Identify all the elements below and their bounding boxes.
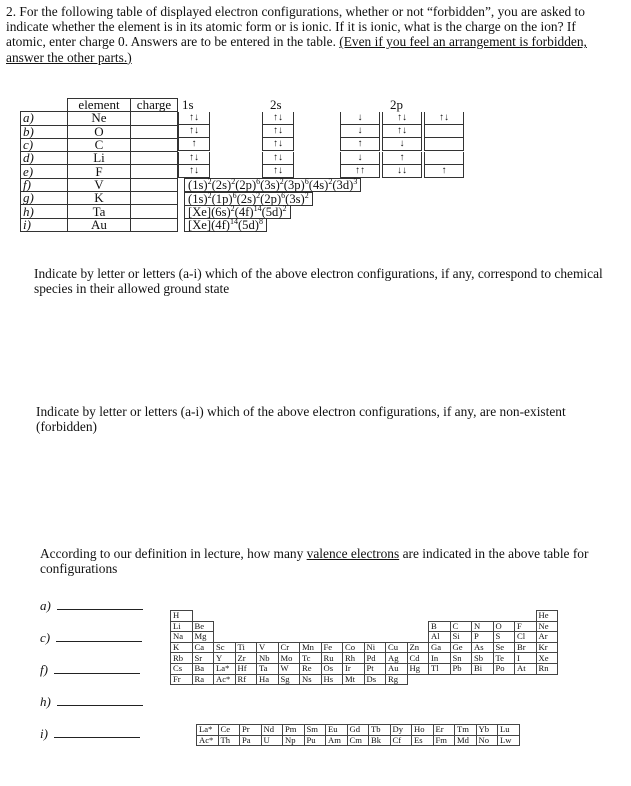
element-cell: Ds bbox=[364, 674, 386, 685]
orbital-box: ↓ bbox=[382, 138, 422, 151]
charge-input[interactable] bbox=[131, 138, 178, 151]
element-cell: Fr bbox=[171, 674, 193, 685]
config-orbital: (3p) bbox=[283, 178, 305, 193]
element-cell: Sm bbox=[304, 725, 326, 736]
config-superscript: 8 bbox=[258, 216, 263, 226]
charge-input[interactable] bbox=[131, 112, 178, 125]
table-row bbox=[21, 152, 509, 165]
answer-i[interactable]: i) bbox=[40, 726, 140, 742]
element-cell: Mt bbox=[343, 674, 365, 685]
orbital-box: ↑ bbox=[382, 152, 422, 165]
element-cell: Ha bbox=[257, 674, 279, 685]
answer-blank[interactable] bbox=[56, 641, 142, 642]
element-cell: Pa bbox=[240, 735, 262, 746]
element-cell: Po bbox=[493, 663, 515, 674]
element-cell: Te bbox=[493, 653, 515, 664]
element-cell: Sn bbox=[450, 653, 472, 664]
orbital-box: ↑↓ bbox=[262, 152, 294, 165]
table-row bbox=[21, 218, 509, 231]
element-cell: Cl bbox=[515, 632, 537, 643]
element-cell: Ta bbox=[257, 663, 279, 674]
answer-c[interactable]: c) bbox=[40, 630, 142, 646]
config-orbital: (3s) bbox=[285, 191, 305, 206]
periodic-row bbox=[197, 735, 520, 746]
element-cell: Li bbox=[171, 621, 193, 632]
orbital-box: ↓ bbox=[340, 152, 380, 165]
element-cell: Fm bbox=[433, 735, 455, 746]
element-cell: Sr bbox=[192, 653, 214, 664]
element-cell: F bbox=[515, 621, 537, 632]
element-cell: Se bbox=[493, 642, 515, 653]
orbital-box: ↑↓ bbox=[178, 125, 210, 138]
config-superscript: 2 bbox=[304, 190, 309, 200]
element-cell: Eu bbox=[326, 725, 348, 736]
intro-text: 2. For the following table of displayed electron configurations, whether or not “forbidden”, you are asked to indicate whether the element is in its atomic form or is ionic. If it is ionic, what is the charge on the ion? If atomic, enter charge 0. Answers are to be entered in the table. bbox=[6, 4, 585, 50]
row-label: i) bbox=[21, 218, 68, 231]
config-orbital: (3d) bbox=[332, 178, 354, 193]
config-notation bbox=[184, 218, 267, 232]
question-forbidden: Indicate by letter or letters (a-i) which of the above electron configurations, if any, are non-existent (forbidden) bbox=[36, 404, 566, 434]
config-orbital: (2s) bbox=[211, 178, 232, 193]
config-notation bbox=[184, 192, 313, 206]
orbital-box: ↑ bbox=[424, 165, 464, 178]
config-superscript: 14 bbox=[229, 216, 238, 226]
row-element: Au bbox=[68, 218, 131, 231]
row-element: V bbox=[68, 178, 131, 191]
config-orbital: (2p) bbox=[235, 178, 257, 193]
element-cell: O bbox=[493, 621, 515, 632]
row-label: d) bbox=[21, 152, 68, 165]
config-superscript: 2 bbox=[328, 177, 333, 187]
orbital-box: ↑↓ bbox=[178, 152, 210, 165]
configuration-table bbox=[20, 98, 509, 232]
config-superscript: 2 bbox=[256, 190, 261, 200]
element-cell: Tb bbox=[369, 725, 391, 736]
config-orbital: (1p) bbox=[211, 191, 233, 206]
element-cell: La* bbox=[197, 725, 219, 736]
periodic-row bbox=[197, 725, 520, 736]
element-cell: Co bbox=[343, 642, 365, 653]
orbital-box: ↑↓ bbox=[382, 112, 422, 125]
config-superscript: 2 bbox=[230, 203, 235, 213]
answer-blank[interactable] bbox=[57, 609, 143, 610]
config-orbital: (4f) bbox=[234, 204, 254, 219]
element-cell: Rn bbox=[536, 663, 558, 674]
row-element: F bbox=[68, 165, 131, 178]
orbital-box: ↑ bbox=[178, 138, 210, 151]
element-cell: Cf bbox=[390, 735, 412, 746]
element-cell: Pd bbox=[364, 653, 386, 664]
config-superscript: 2 bbox=[207, 190, 212, 200]
table-row bbox=[21, 192, 509, 205]
row-label: c) bbox=[21, 138, 68, 151]
element-cell: Ir bbox=[343, 663, 365, 674]
element-cell: K bbox=[171, 642, 193, 653]
element-cell: Sg bbox=[278, 674, 300, 685]
config-orbital: (2s) bbox=[236, 191, 257, 206]
periodic-row bbox=[171, 632, 558, 643]
row-element: O bbox=[68, 125, 131, 138]
orbital-box: ↑↓ bbox=[262, 112, 294, 125]
element-cell: B bbox=[429, 621, 451, 632]
element-cell: Cu bbox=[386, 642, 408, 653]
orbital-box: ↑↓ bbox=[178, 165, 210, 178]
element-cell: Ba bbox=[192, 663, 214, 674]
element-cell: V bbox=[257, 642, 279, 653]
element-cell: La* bbox=[214, 663, 236, 674]
element-cell: Ar bbox=[536, 632, 558, 643]
q3-pre: According to our definition in lecture, how many bbox=[40, 546, 307, 561]
row-label: h) bbox=[21, 205, 68, 218]
config-orbital: (2p) bbox=[260, 191, 282, 206]
charge-input[interactable] bbox=[131, 218, 178, 231]
element-cell: Tm bbox=[455, 725, 477, 736]
element-cell: Os bbox=[321, 663, 343, 674]
q3-underlined: valence electrons bbox=[306, 546, 400, 561]
header-2s: 2s bbox=[270, 96, 282, 112]
config-superscript: 6 bbox=[232, 190, 237, 200]
element-cell: Th bbox=[218, 735, 240, 746]
element-cell: Fe bbox=[321, 642, 343, 653]
row-label: b) bbox=[21, 125, 68, 138]
row-label: g) bbox=[21, 192, 68, 205]
q3-post: are indicated in the above table for configurations bbox=[40, 546, 589, 576]
config-superscript: 2 bbox=[207, 177, 212, 187]
answer-blank[interactable] bbox=[57, 705, 143, 706]
element-cell: Er bbox=[433, 725, 455, 736]
row-element: K bbox=[68, 192, 131, 205]
config-superscript: 2 bbox=[279, 177, 284, 187]
periodic-row bbox=[171, 663, 558, 674]
config-orbital: [Xe](6s) bbox=[188, 204, 231, 219]
element-cell: N bbox=[472, 621, 494, 632]
element-cell: Hs bbox=[321, 674, 343, 685]
element-cell: Ac* bbox=[197, 735, 219, 746]
element-cell: Am bbox=[326, 735, 348, 746]
config-orbital: (4s) bbox=[308, 178, 329, 193]
element-cell: In bbox=[429, 653, 451, 664]
config-superscript: 3 bbox=[353, 177, 358, 187]
element-cell: Be bbox=[192, 621, 214, 632]
element-cell: Rg bbox=[386, 674, 408, 685]
element-cell: Al bbox=[429, 632, 451, 643]
element-cell: Dy bbox=[390, 725, 412, 736]
orbital-box: ↑↓ bbox=[262, 165, 294, 178]
orbital-box: ↑↑ bbox=[340, 165, 380, 178]
answer-f[interactable]: f) bbox=[40, 662, 140, 678]
orbital-box: ↑↓ bbox=[178, 112, 210, 125]
element-cell: Ge bbox=[450, 642, 472, 653]
problem-intro bbox=[6, 4, 618, 65]
element-cell: P bbox=[472, 632, 494, 643]
orbital-box: ↑↓ bbox=[262, 138, 294, 151]
element-cell: Ra bbox=[192, 674, 214, 685]
orbital-box: ↑↓ bbox=[382, 125, 422, 138]
header-2p: 2p bbox=[390, 96, 403, 112]
element-cell: Ni bbox=[364, 642, 386, 653]
question-ground-state: Indicate by letter or letters (a-i) which of the above electron configurations, if any, correspond to chemical species in their allowed ground state bbox=[34, 266, 603, 296]
element-cell: Es bbox=[412, 735, 434, 746]
element-cell: Mo bbox=[278, 653, 300, 664]
element-cell: Rb bbox=[171, 653, 193, 664]
element-cell: As bbox=[472, 642, 494, 653]
charge-input[interactable] bbox=[131, 178, 178, 191]
config-superscript: 6 bbox=[256, 177, 261, 187]
charge-input[interactable] bbox=[131, 165, 178, 178]
element-cell: Cm bbox=[347, 735, 369, 746]
element-cell: Ag bbox=[386, 653, 408, 664]
orbital-box: ↓ bbox=[340, 112, 380, 125]
config-orbital: (5d) bbox=[237, 218, 259, 233]
element-cell: Nd bbox=[261, 725, 283, 736]
answer-blank[interactable] bbox=[54, 737, 140, 738]
periodic-table bbox=[170, 610, 558, 685]
element-cell: Kr bbox=[536, 642, 558, 653]
element-cell: Tl bbox=[429, 663, 451, 674]
element-cell: Cs bbox=[171, 663, 193, 674]
config-superscript: 2 bbox=[282, 203, 287, 213]
element-cell: Lu bbox=[498, 725, 520, 736]
answer-blank[interactable] bbox=[54, 673, 140, 674]
config-superscript: 14 bbox=[253, 203, 262, 213]
periodic-row bbox=[171, 674, 558, 685]
element-cell: Na bbox=[171, 632, 193, 643]
periodic-row bbox=[171, 621, 558, 632]
config-superscript: 2 bbox=[231, 177, 236, 187]
orbital-box: ↓↓ bbox=[382, 165, 422, 178]
element-cell: Gd bbox=[347, 725, 369, 736]
orbital-box: ↑↓ bbox=[424, 112, 464, 125]
row-element: Li bbox=[68, 152, 131, 165]
element-cell: Nb bbox=[257, 653, 279, 664]
element-cell: Au bbox=[386, 663, 408, 674]
header-element: element bbox=[68, 99, 131, 112]
row-element: Ne bbox=[68, 112, 131, 125]
periodic-row bbox=[171, 642, 558, 653]
element-cell: Pr bbox=[240, 725, 262, 736]
intro-underlined: (Even if you feel an arrangement is forbidden, answer the other parts.) bbox=[6, 34, 587, 65]
answer-h[interactable]: h) bbox=[40, 694, 143, 710]
config-orbital: (5d) bbox=[261, 204, 283, 219]
element-cell: Sb bbox=[472, 653, 494, 664]
element-cell: Ns bbox=[300, 674, 322, 685]
element-cell: Br bbox=[515, 642, 537, 653]
element-cell: Zn bbox=[407, 642, 429, 653]
element-cell: Rh bbox=[343, 653, 365, 664]
element-cell: Pu bbox=[304, 735, 326, 746]
element-cell: Np bbox=[283, 735, 305, 746]
element-cell: Si bbox=[450, 632, 472, 643]
element-cell: W bbox=[278, 663, 300, 674]
charge-input[interactable] bbox=[131, 192, 178, 205]
element-cell: H bbox=[171, 611, 193, 622]
element-cell: Zr bbox=[235, 653, 257, 664]
orbital-box bbox=[424, 138, 464, 151]
element-cell: No bbox=[476, 735, 498, 746]
element-cell: Mg bbox=[192, 632, 214, 643]
element-cell: C bbox=[450, 621, 472, 632]
element-cell: Hf bbox=[235, 663, 257, 674]
element-cell: Re bbox=[300, 663, 322, 674]
element-cell: Bk bbox=[369, 735, 391, 746]
answer-a[interactable]: a) bbox=[40, 598, 143, 614]
config-superscript: 6 bbox=[304, 177, 309, 187]
orbital-box: ↑↓ bbox=[262, 125, 294, 138]
element-cell: S bbox=[493, 632, 515, 643]
element-cell: Ne bbox=[536, 621, 558, 632]
row-element: Ta bbox=[68, 205, 131, 218]
element-cell: U bbox=[261, 735, 283, 746]
element-cell: Lw bbox=[498, 735, 520, 746]
periodic-row bbox=[171, 653, 558, 664]
header-1s: 1s bbox=[182, 96, 194, 112]
element-cell: At bbox=[515, 663, 537, 674]
element-cell: Y bbox=[214, 653, 236, 664]
orbital-box: ↓ bbox=[340, 125, 380, 138]
element-cell: Pb bbox=[450, 663, 472, 674]
element-cell: Ga bbox=[429, 642, 451, 653]
charge-input[interactable] bbox=[131, 205, 178, 218]
config-orbital: (3s) bbox=[260, 178, 280, 193]
element-cell: He bbox=[536, 611, 558, 622]
element-cell: Bi bbox=[472, 663, 494, 674]
periodic-table-f-block bbox=[196, 724, 520, 746]
element-cell: Xe bbox=[536, 653, 558, 664]
orbital-box bbox=[424, 125, 464, 138]
element-cell: Ru bbox=[321, 653, 343, 664]
charge-input[interactable] bbox=[131, 152, 178, 165]
table-row bbox=[21, 125, 509, 138]
element-cell: Cd bbox=[407, 653, 429, 664]
element-cell: Ti bbox=[235, 642, 257, 653]
element-cell: Md bbox=[455, 735, 477, 746]
element-cell: I bbox=[515, 653, 537, 664]
element-cell: Ca bbox=[192, 642, 214, 653]
element-cell: Sc bbox=[214, 642, 236, 653]
element-cell: Yb bbox=[476, 725, 498, 736]
element-cell: Hg bbox=[407, 663, 429, 674]
row-label: e) bbox=[21, 165, 68, 178]
element-cell: Tc bbox=[300, 653, 322, 664]
config-orbital: [Xe](4f) bbox=[188, 218, 230, 233]
element-cell: Cr bbox=[278, 642, 300, 653]
element-cell: Rf bbox=[235, 674, 257, 685]
element-cell: Ac* bbox=[214, 674, 236, 685]
config-orbital: (1s) bbox=[188, 191, 208, 206]
charge-input[interactable] bbox=[131, 125, 178, 138]
question-valence bbox=[40, 546, 600, 576]
row-label: f) bbox=[21, 178, 68, 191]
element-cell: Pt bbox=[364, 663, 386, 674]
row-label: a) bbox=[21, 112, 68, 125]
periodic-row bbox=[171, 611, 558, 622]
element-cell: Ho bbox=[412, 725, 434, 736]
header-charge: charge bbox=[131, 99, 178, 112]
element-cell: Pm bbox=[283, 725, 305, 736]
orbital-box: ↑ bbox=[340, 138, 380, 151]
element-cell: Ce bbox=[218, 725, 240, 736]
config-orbital: (1s) bbox=[188, 178, 208, 193]
orbital-box bbox=[424, 152, 464, 165]
row-element: C bbox=[68, 138, 131, 151]
element-cell: Mn bbox=[300, 642, 322, 653]
config-superscript: 6 bbox=[281, 190, 286, 200]
